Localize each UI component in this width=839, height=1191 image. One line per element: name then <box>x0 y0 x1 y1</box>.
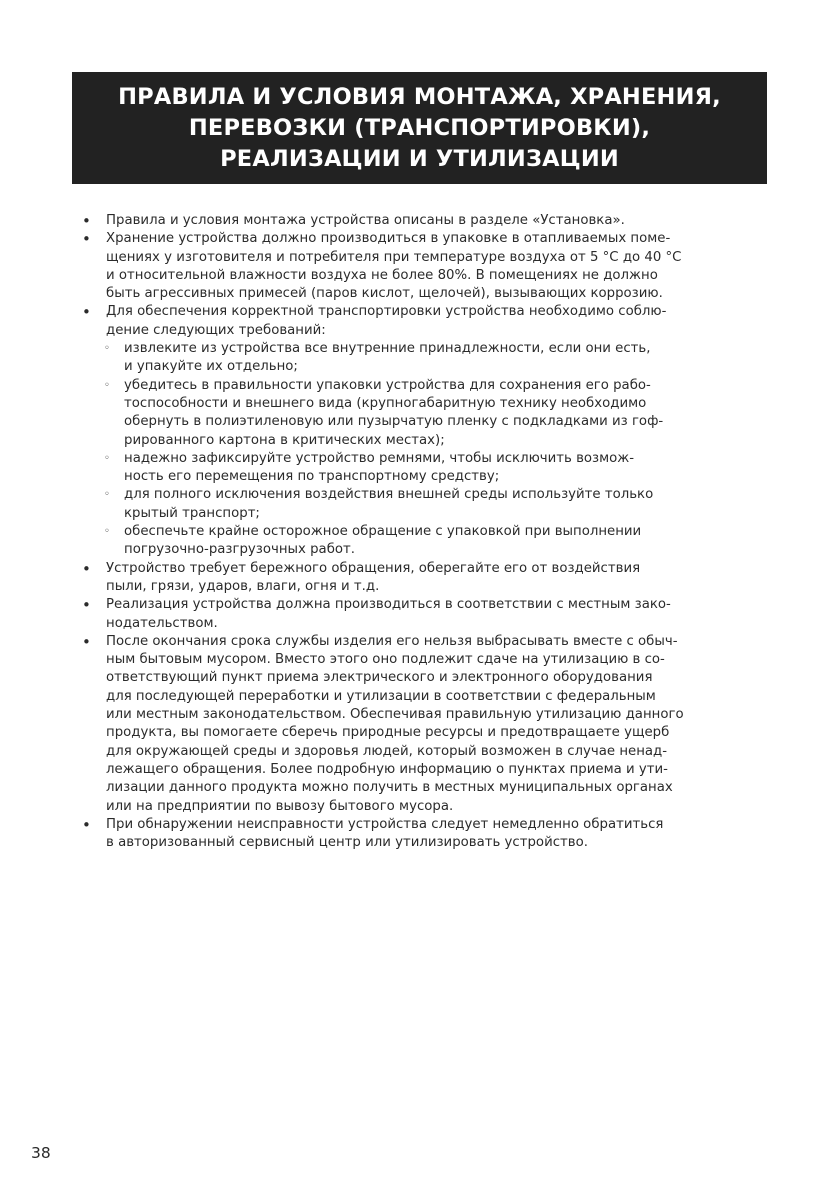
list-item <box>82 212 782 230</box>
list-item <box>82 633 782 816</box>
text-line: извлеките из устройства все внутренние принадлежности, если они есть, <box>124 341 651 357</box>
sub-bullet-marker: ◦ <box>104 489 110 501</box>
text-line: для полного исключения воздействия внешней среды используйте только <box>124 487 654 503</box>
text-line: При обнаружении неисправности устройства следует немедленно обратиться <box>106 816 664 832</box>
sub-list-item <box>82 450 782 487</box>
title-banner <box>72 72 767 184</box>
text-line: убедитесь в правильности упаковки устройства для сохранения его рабо- <box>124 377 651 393</box>
text-line: и относительной влажности воздуха не более 80%. В помещениях не должно <box>106 267 658 283</box>
text-line: надежно зафиксируйте устройство ремнями, чтобы исключить возмож- <box>124 450 635 466</box>
text-line: для последующей переработки и утилизации в соответствии с федеральным <box>106 688 656 704</box>
title-line: РЕАЛИЗАЦИИ И УТИЛИЗАЦИИ <box>220 145 619 172</box>
text-line: ность его перемещения по транспортному средству; <box>124 469 500 485</box>
text-line: для окружающей среды и здоровья людей, который возможен в случае ненад- <box>106 743 668 759</box>
sub-list-item <box>82 486 782 523</box>
page-number: 38 <box>31 1144 51 1162</box>
text-line: продукта, вы помогаете сберечь природные ресурсы и предотвращаете ущерб <box>106 725 670 741</box>
sub-bullet-marker: ◦ <box>104 343 110 355</box>
text-line: погрузочно-разгрузочных работ. <box>124 542 356 558</box>
list-item <box>82 596 782 633</box>
text-line: ным бытовым мусором. Вместо этого оно подлежит сдаче на утилизацию в со- <box>106 652 665 668</box>
rules-list <box>82 212 782 852</box>
sub-list-item <box>82 340 782 377</box>
text-line: ответствующий пункт приема электрического и электронного оборудования <box>106 670 653 686</box>
sub-list-item <box>82 523 782 560</box>
text-line: После окончания срока службы изделия его нельзя выбрасывать вместе с обыч- <box>106 633 678 649</box>
bullet-marker: • <box>82 815 91 834</box>
text-line: быть агрессивных примесей (паров кислот, щелочей), вызывающих коррозию. <box>106 286 663 302</box>
text-line: в авторизованный сервисный центр или утилизировать устройство. <box>106 835 588 851</box>
bullet-marker: • <box>82 230 91 249</box>
title-line: ПРАВИЛА И УСЛОВИЯ МОНТАЖА, ХРАНЕНИЯ, <box>118 83 721 110</box>
text-line: лизации данного продукта можно получить в местных муниципальных органах <box>106 780 673 796</box>
text-line: обеспечьте крайне осторожное обращение с упаковкой при выполнении <box>124 524 642 540</box>
list-item <box>82 560 782 597</box>
text-line: обернуть в полиэтиленовую или пузырчатую пленку с подкладками из гоф- <box>124 414 664 430</box>
text-line: Правила и условия монтажа устройства описаны в разделе «Установка». <box>106 213 625 228</box>
text-line: рированного картона в критических местах); <box>124 432 445 448</box>
list-item <box>82 230 782 303</box>
bullet-marker: • <box>82 559 91 578</box>
text-line: или на предприятии по вывозу бытового мусора. <box>106 798 454 814</box>
text-line: и упакуйте их отдельно; <box>124 359 298 375</box>
sub-list-item <box>82 377 782 450</box>
text-line: тоспособности и внешнего вида (крупногабаритную технику необходимо <box>124 395 647 411</box>
sub-bullet-marker: ◦ <box>104 379 110 391</box>
text-line: дение следующих требований: <box>106 322 326 338</box>
text-line: Хранение устройства должно производиться в упаковке в отапливаемых поме- <box>106 231 671 247</box>
list-item <box>82 816 782 853</box>
text-line: щениях у изготовителя и потребителя при температуре воздуха от 5 °С до 40 °С <box>106 249 682 265</box>
text-line: крытый транспорт; <box>124 505 260 521</box>
bullet-marker: • <box>82 303 91 322</box>
text-line: или местным законодательством. Обеспечивая правильную утилизацию данного <box>106 707 684 723</box>
text-line: пыли, грязи, ударов, влаги, огня и т.д. <box>106 578 380 594</box>
title-line: ПЕРЕВОЗКИ (ТРАНСПОРТИРОВКИ), <box>188 114 651 141</box>
text-line: нодательством. <box>106 615 218 631</box>
bullet-marker: • <box>82 212 91 230</box>
text-line: лежащего обращения. Более подробную информацию о пунктах приема и ути- <box>106 761 668 777</box>
bullet-marker: • <box>82 596 91 615</box>
sub-bullet-marker: ◦ <box>104 452 110 464</box>
list-item <box>82 303 782 340</box>
text-line: Для обеспечения корректной транспортировки устройства необходимо соблю- <box>106 304 667 320</box>
sub-bullet-marker: ◦ <box>104 526 110 538</box>
bullet-marker: • <box>82 632 91 651</box>
text-line: Устройство требует бережного обращения, оберегайте его от воздействия <box>106 560 641 576</box>
text-line: Реализация устройства должна производиться в соответствии с местным зако- <box>106 597 671 613</box>
